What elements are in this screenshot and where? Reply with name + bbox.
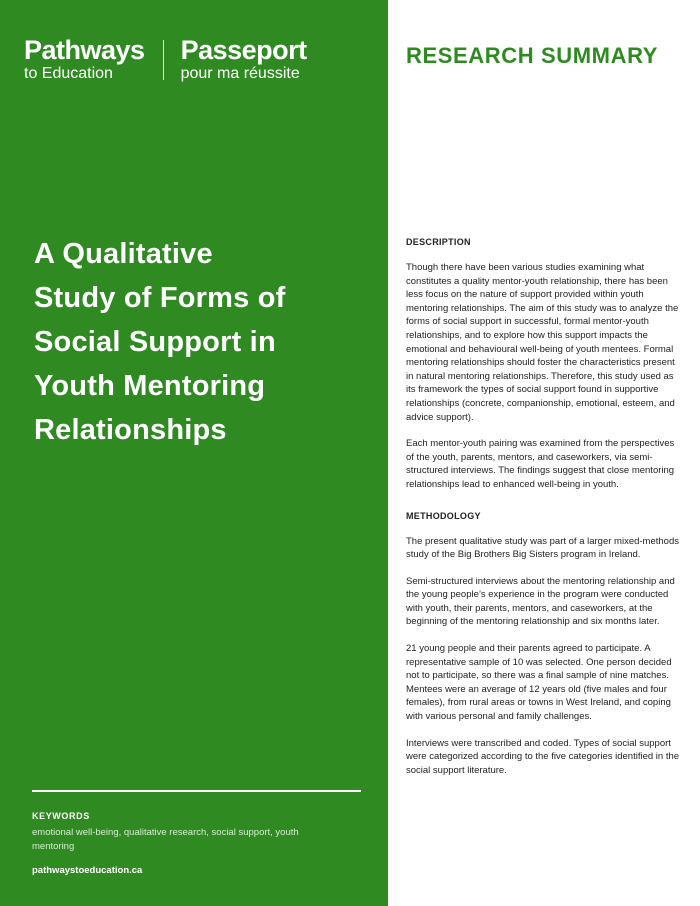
description-paragraph: Each mentor-youth pairing was examined from the perspectives of the youth, parents, mentors, and caseworkers, via semi-structured interviews. The findings suggest that close mentoring relationships lead to enhanced well-being in youth. bbox=[406, 438, 675, 490]
website-link[interactable]: pathwaystoeducation.ca bbox=[32, 865, 143, 876]
summary-content bbox=[406, 237, 681, 790]
methodology-paragraph: The present qualitative study was part of a larger mixed-methods study of the Big Brothers Big Sisters program in Ireland. bbox=[406, 535, 679, 561]
methodology-paragraph: Semi-structured interviews about the mentoring relationship and the young people’s experience in the program were conducted with youth, their parents, mentors, and caseworkers, at the beginning of the mentoring relationship and six months later. bbox=[406, 575, 675, 628]
title-line: A Qualitative bbox=[34, 238, 213, 270]
pathways-logo bbox=[24, 36, 145, 83]
title-line: Social Support in bbox=[34, 326, 276, 358]
keywords-text: emotional well-being, qualitative research, social support, youth mentoring bbox=[32, 827, 299, 852]
pathways-subtitle: to Education bbox=[24, 65, 113, 82]
logo-divider bbox=[163, 40, 164, 80]
title-line: Relationships bbox=[34, 414, 227, 446]
passeport-logo bbox=[181, 36, 307, 83]
research-summary-heading: RESEARCH SUMMARY bbox=[406, 43, 659, 68]
methodology-heading: METHODOLOGY bbox=[406, 510, 481, 521]
brand-logo bbox=[24, 36, 307, 83]
keywords-label: KEYWORDS bbox=[32, 811, 90, 821]
title-line: Study of Forms of bbox=[34, 282, 286, 314]
summary-panel bbox=[388, 0, 700, 906]
pathways-wordmark: Pathways bbox=[24, 35, 145, 65]
document-title bbox=[34, 232, 354, 452]
methodology-paragraph: 21 young people and their parents agreed to participate. A representative sample of 10 was selected. One person decided not to participate, so there was a final sample of nine matches. Mentees were an average of 12 years old (five males and four females), from rural areas or towns in West Ireland, and coping with various personal and family challenges. bbox=[406, 643, 672, 723]
description-heading: DESCRIPTION bbox=[406, 237, 471, 247]
passeport-subtitle: pour ma réussite bbox=[180, 65, 300, 82]
passeport-wordmark: Passeport bbox=[180, 35, 307, 65]
description-paragraph: Though there have been various studies examining what constitutes a quality mentor-youth relationship, there has been less focus on the nature of support provided within youth mentoring relationships. The aim of this study was to analyze the forms of social support in successful, formal mentor-youth relationships, and to explore how this support impacts the emotional and behavioural well-being of youth mentees. Formal mentoring relationships should foster the characteristics present in natural mentoring relationships. Therefore, this study used as its framework the types of social support found in supportive relationships (concrete, companionship, emotional, esteem, and advice support). bbox=[406, 262, 679, 423]
title-line: Youth Mentoring bbox=[34, 370, 266, 402]
keywords-divider bbox=[32, 790, 361, 792]
methodology-paragraph: Interviews were transcribed and coded. Types of social support were categorized according to the five categories identified in the social support literature. bbox=[406, 737, 680, 776]
